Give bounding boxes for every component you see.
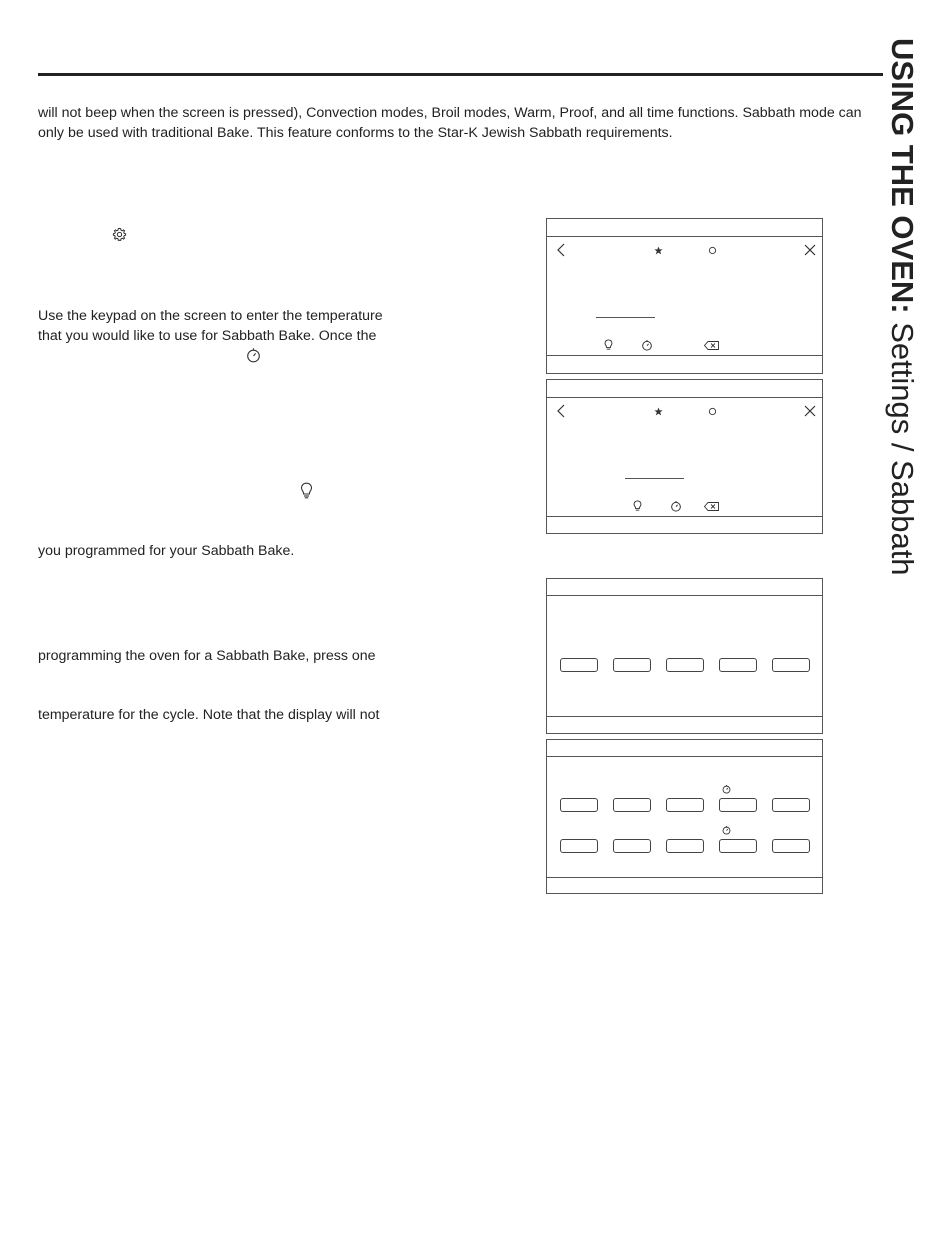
screen-button — [719, 658, 757, 672]
circle-icon — [708, 246, 717, 255]
backspace-icon — [704, 341, 719, 350]
oven-screen-keypad-2 — [546, 379, 823, 534]
screen-button — [772, 658, 810, 672]
screen-button — [719, 839, 757, 853]
intro-text: will not beep when the screen is pressed), Convection modes, Broil modes, Warm, Proof, and all time functions. Sabbath mode can only be used with traditional Bake. This feature conforms to the Star-K Jewish Sabbath requirements. — [38, 105, 862, 141]
oven-screen-buttons-2 — [546, 739, 823, 894]
oven-screen-buttons-1 — [546, 578, 823, 734]
paragraph-temperature: temperature for the cycle. Note that the display will not — [38, 707, 380, 723]
close-icon — [804, 244, 816, 256]
gear-icon — [112, 227, 127, 242]
screen-button — [666, 798, 704, 812]
timer-icon — [722, 784, 731, 794]
chevron-left-icon — [556, 243, 566, 257]
temperature-entry-line — [625, 478, 684, 479]
screen-button — [560, 658, 598, 672]
side-title-bold: USING THE OVEN: — [885, 38, 920, 314]
lightbulb-icon — [300, 482, 313, 499]
screen-button — [560, 839, 598, 853]
side-title — [884, 38, 920, 598]
paragraph-programmed: you programmed for your Sabbath Bake. — [38, 543, 295, 559]
screen-button — [560, 798, 598, 812]
chevron-left-icon — [556, 404, 566, 418]
lightbulb-icon — [604, 339, 613, 351]
screen-button — [613, 658, 651, 672]
timer-icon — [246, 347, 261, 363]
screen-button — [613, 798, 651, 812]
oven-screen-keypad-1 — [546, 218, 823, 374]
screen-button — [613, 839, 651, 853]
timer-icon — [670, 500, 682, 512]
screen-button — [666, 839, 704, 853]
star-icon — [654, 407, 663, 416]
close-icon — [804, 405, 816, 417]
temperature-entry-line — [596, 317, 655, 318]
lightbulb-icon — [633, 500, 642, 512]
screen-button — [772, 839, 810, 853]
header-rule — [38, 73, 883, 76]
paragraph-keypad-1: Use the keypad on the screen to enter the temperature — [38, 308, 383, 324]
side-title-light: Settings / Sabbath — [885, 313, 920, 576]
timer-icon — [641, 339, 653, 351]
star-icon — [654, 246, 663, 255]
screen-button — [666, 658, 704, 672]
paragraph-programming: programming the oven for a Sabbath Bake, press one — [38, 648, 376, 664]
timer-icon — [722, 825, 731, 835]
paragraph-keypad-2: that you would like to use for Sabbath Bake. Once the — [38, 328, 377, 344]
screen-button — [719, 798, 757, 812]
screen-button — [772, 798, 810, 812]
circle-icon — [708, 407, 717, 416]
backspace-icon — [704, 502, 719, 511]
